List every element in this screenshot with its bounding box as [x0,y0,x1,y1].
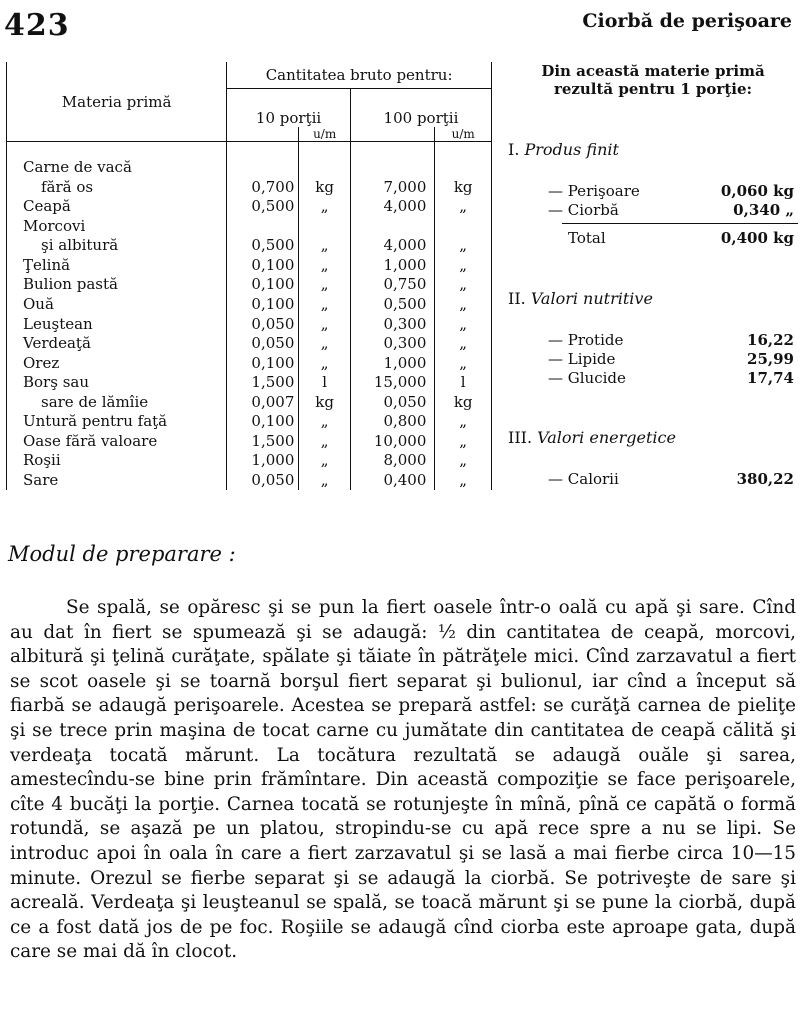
unit-100-portions: „ [435,236,492,256]
energy-calorii [508,470,798,489]
finished-item-value: 0,060 kg [720,182,794,200]
finished-total-row [508,229,798,248]
ingredient-name: Carne de vacă [7,157,227,177]
quantity-100-portions: 0,800 [350,412,434,432]
table-row [7,177,492,197]
unit-100-header: u/m [435,127,492,142]
quantity-100-portions: 1,000 [350,255,434,275]
unit-10-portions: „ [299,314,351,334]
nutrient-lipide [508,350,798,369]
nutrient-value: 17,74 [747,369,794,387]
quantity-100-portions: 0,400 [350,470,434,490]
quantity-header: Cantitatea bruto pentru: [227,62,492,89]
quantity-100-portions: 15,000 [350,372,434,392]
unit-10-header: u/m [299,127,351,142]
raw-material-header: Materia primă [7,62,227,142]
unit-10-portions: kg [299,392,351,412]
ingredient-name: Ţelină [7,255,227,275]
unit-100-portions: l [435,372,492,392]
quantity-100-portions: 7,000 [350,177,434,197]
quantity-10-portions: 1,000 [227,451,299,471]
unit-100-portions: „ [435,333,492,353]
quantity-100-portions: 0,300 [350,314,434,334]
quantity-100-portions: 0,050 [350,392,434,412]
ingredient-name: Ceapă [7,196,227,216]
unit-100-portions: „ [435,275,492,295]
unit-100-portions: „ [435,412,492,432]
nutrient-protide [508,331,798,350]
table-row [7,255,492,275]
unit-10-portions: kg [299,177,351,197]
quantity-10-portions: 0,100 [227,294,299,314]
ingredients-table-body [7,142,492,491]
table-row [7,333,492,353]
unit-10-portions: „ [299,333,351,353]
unit-100-portions [435,157,492,177]
ingredient-name: Leuştean [7,314,227,334]
unit-10-portions: „ [299,294,351,314]
unit-100-portions: kg [435,177,492,197]
nutrient-label: — Protide [548,331,624,349]
unit-10-portions: „ [299,470,351,490]
quantity-10-portions: 0,500 [227,236,299,256]
table-row [7,216,492,236]
ingredient-name: şi albitură [7,236,227,256]
finished-total-label: Total [568,229,606,247]
page-header-title: Ciorbă de perişoare [582,10,792,32]
quantity-10-portions: 1,500 [227,372,299,392]
unit-10-portions: „ [299,275,351,295]
ingredient-name: Bulion pastă [7,275,227,295]
table-row [7,236,492,256]
nutrient-label: — Lipide [548,350,616,368]
ingredient-name: fără os [7,177,227,197]
quantity-100-portions: 1,000 [350,353,434,373]
unit-100-portions: „ [435,353,492,373]
preparation-text: Se spală, se opăresc şi se pun la fiert oasele într-o oală cu apă şi sare. Cînd au dat în fiert se spumează şi se adaugă: ½ din cantitatea de ceapă, morcovi, albitură şi ţelină curăţate, spălate şi tăiate în pătrăţele mici. Cînd zarzavatul a fiert se scot oasele şi se toarnă borşul fiert separat şi bulionul, iar cînd a început să fiarbă se adaugă perişoarele. Acestea se prepară astfel: se curăţă carnea de pieliţe şi se trece prin maşina de tocat carne cu jumătate din cantitatea de ceapă călită şi verdeaţa tocată mărunt. La tocătura rezultată se adaugă ouăle şi sarea, amestecîndu-se bine prin frămîntare. Din această compoziţie se face perişoarele, cîte 4 bucăţi la porţie. Carnea tocată se rotunjeşte în mînă, pînă ce capătă o formă rotundă, se aşază pe un platou, stropindu-se cu apă rece spre a nu se lipi. Se introduc apoi în oala în care a fiert zarzavatul şi se lasă a mai fierbe circa 10—15 minute. Orezul se fierbe separat şi se adaugă la ciorbă. Se potriveşte de sare şi acreală. Verdeaţa şi leuşteanul se spală, se toacă mărunt şi se pune la ciorbă, după ce a fost dată jos de pe foc. Roşiile se adaugă cînd ciorba este aproape gata, după care se mai dă în clocot. [10,597,796,963]
table-row [7,353,492,373]
finished-item-label: — Ciorbă [548,201,619,219]
table-row [7,431,492,451]
portions-10-header: 10 porţii [227,89,351,128]
quantity-100-portions: 8,000 [350,451,434,471]
quantity-100-portions: 0,750 [350,275,434,295]
unit-10-portions [299,157,351,177]
finished-item-value: 0,340 „ [733,201,794,219]
quantity-10-portions: 0,007 [227,392,299,412]
yield-note [508,62,798,98]
ingredient-name: Verdeaţă [7,333,227,353]
unit-10-portions: „ [299,196,351,216]
table-row [7,392,492,412]
unit-100-portions: „ [435,294,492,314]
unit-100-portions: „ [435,314,492,334]
ingredient-name: Ouă [7,294,227,314]
ingredient-name: Orez [7,353,227,373]
unit-10-portions: „ [299,431,351,451]
nutrient-value: 16,22 [747,331,794,349]
ingredient-name: sare de lămîie [7,392,227,412]
ingredient-name: Sare [7,470,227,490]
ingredient-name: Oase fără valoare [7,431,227,451]
quantity-10-portions: 0,050 [227,314,299,334]
quantity-10-portions: 0,100 [227,255,299,275]
quantity-10-portions: 0,100 [227,353,299,373]
quantity-100-portions: 0,500 [350,294,434,314]
ingredient-name: Borş sau [7,372,227,392]
quantity-10-portions [227,157,299,177]
quantity-100-portions: 4,000 [350,236,434,256]
page-number: 423 [4,8,70,43]
nutritional-label: Valori nutritive [530,289,653,308]
finished-total-value: 0,400 kg [720,229,794,247]
unit-10-portions: „ [299,451,351,471]
table-row [7,275,492,295]
unit-100-portions: kg [435,392,492,412]
nutritional-title [508,289,653,308]
energy-title [508,428,676,447]
finished-product-label: Produs finit [524,140,619,159]
energy-item-value: 380,22 [736,470,794,488]
unit-100-portions: „ [435,431,492,451]
portion-yield-panel [508,62,798,488]
ingredient-name: Untură pentru faţă [7,412,227,432]
quantity-10-portions [227,216,299,236]
nutrient-glucide [508,369,798,388]
table-row [7,314,492,334]
yield-note-line2: rezultă pentru 1 porţie: [553,80,753,98]
table-row [7,157,492,177]
nutrient-label: — Glucide [548,369,626,387]
unit-100-portions [435,216,492,236]
total-divider [562,223,798,224]
ingredient-name: Roşii [7,451,227,471]
unit-100-portions: „ [435,451,492,471]
quantity-10-portions: 0,100 [227,275,299,295]
table-row [7,196,492,216]
quantity-10-portions: 1,500 [227,431,299,451]
quantity-10-portions: 0,500 [227,196,299,216]
energy-item-label: — Calorii [548,470,619,488]
quantity-100-portions: 4,000 [350,196,434,216]
quantity-10-portions: 0,100 [227,412,299,432]
portions-10-qty-subheader [227,127,299,142]
nutrient-value: 25,99 [747,350,794,368]
unit-100-portions: „ [435,196,492,216]
finished-product-numeral: I. [508,140,520,159]
unit-10-portions: l [299,372,351,392]
quantity-10-portions: 0,050 [227,333,299,353]
table-row [7,372,492,392]
preparation-title: Modul de preparare : [8,542,236,566]
ingredients-table [6,62,492,490]
ingredient-name: Morcovi [7,216,227,236]
finished-item-ciorba [508,201,798,220]
quantity-10-portions: 0,050 [227,470,299,490]
table-row [7,294,492,314]
nutritional-numeral: II. [508,289,526,308]
unit-10-portions [299,216,351,236]
unit-10-portions: „ [299,412,351,432]
finished-item-label: — Perişoare [548,182,640,200]
quantity-100-portions: 10,000 [350,431,434,451]
unit-10-portions: „ [299,255,351,275]
quantity-10-portions: 0,700 [227,177,299,197]
finished-product-title [508,140,619,159]
yield-note-line1: Din această materie primă [541,62,765,80]
portions-100-header: 100 porţii [350,89,491,128]
energy-numeral: III. [508,428,533,447]
table-row [7,470,492,490]
table-row [7,451,492,471]
finished-item-perisoare [508,182,798,201]
unit-100-portions: „ [435,255,492,275]
table-row [7,412,492,432]
quantity-100-portions [350,157,434,177]
table-spacer-row [7,142,492,158]
unit-10-portions: „ [299,236,351,256]
energy-label: Valori energetice [537,428,676,447]
portions-100-qty-subheader [350,127,434,142]
unit-100-portions: „ [435,470,492,490]
unit-10-portions: „ [299,353,351,373]
quantity-100-portions: 0,300 [350,333,434,353]
quantity-100-portions [350,216,434,236]
